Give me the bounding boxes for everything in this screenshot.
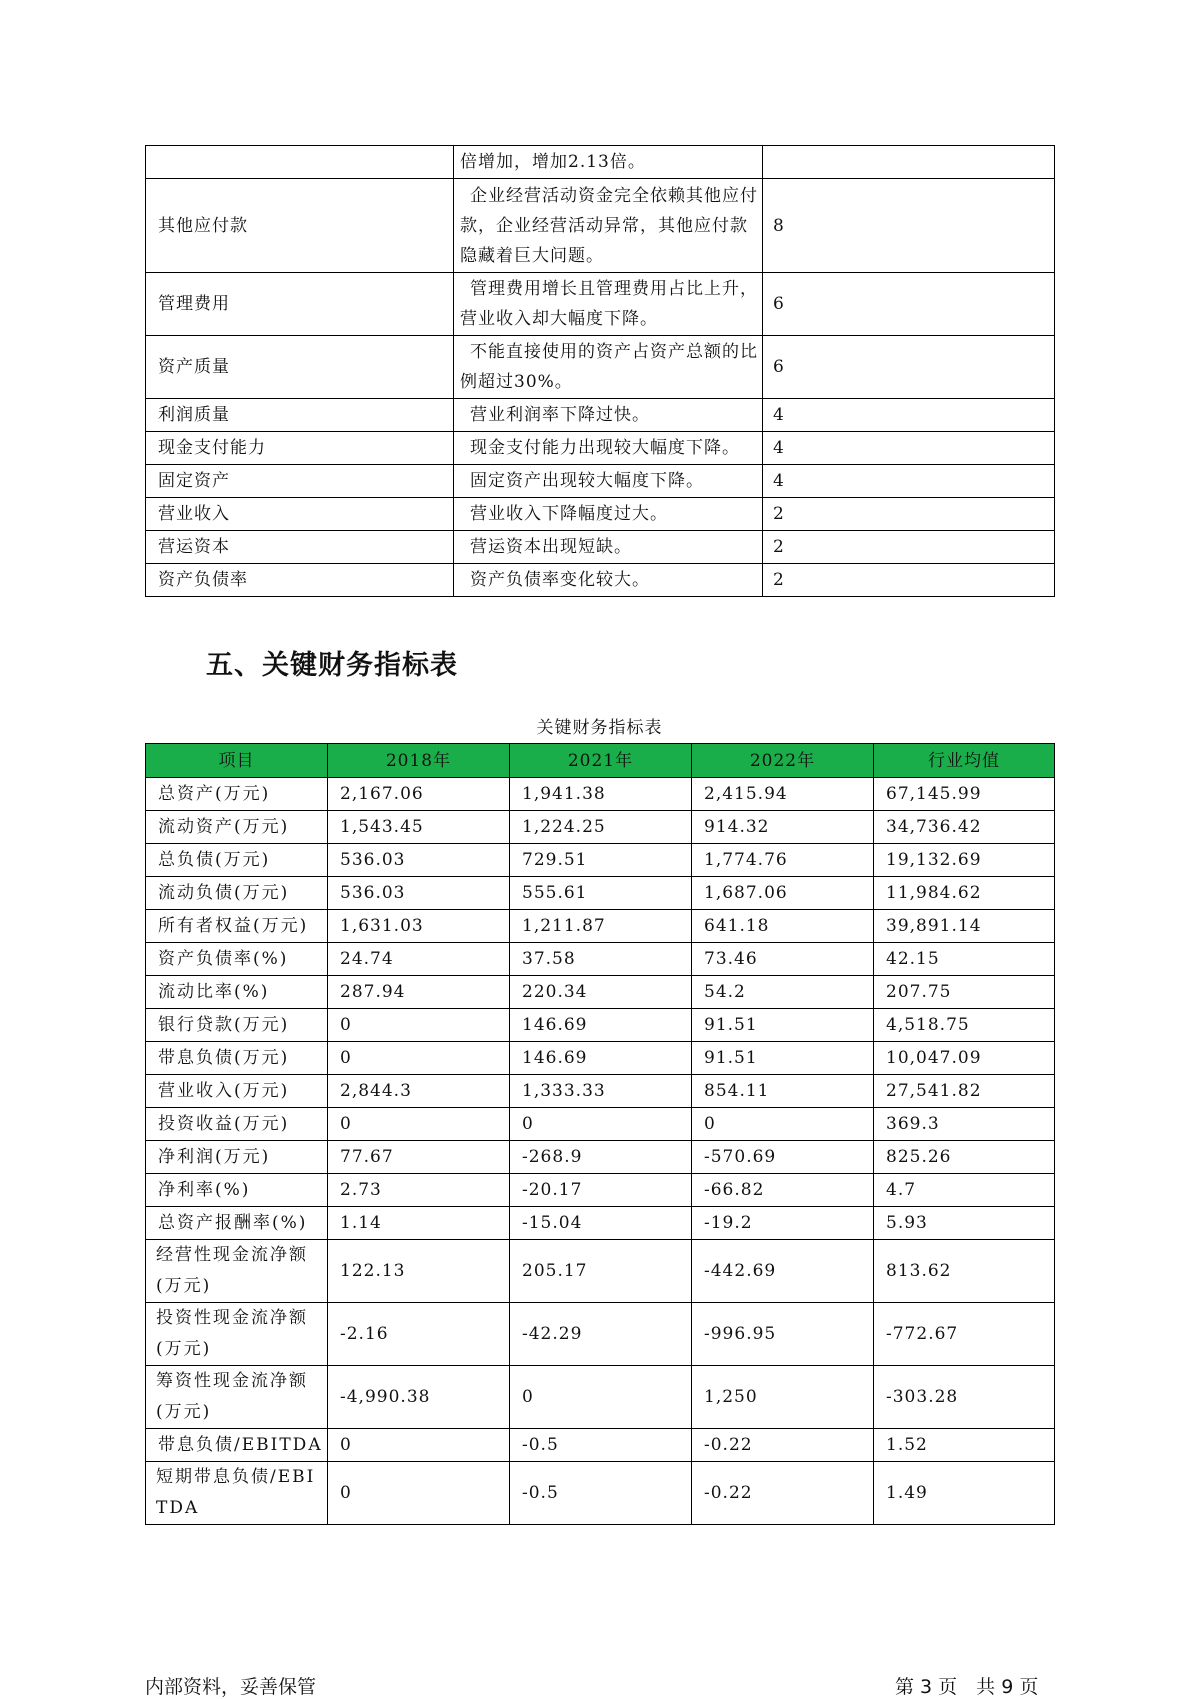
- risk-item-description: 固定资产出现较大幅度下降。: [454, 465, 763, 498]
- table-row: [146, 844, 1055, 877]
- risk-item-name: 资产质量: [146, 336, 454, 399]
- risk-item-score: 2: [763, 564, 1055, 597]
- value-cell: 1.49: [874, 1462, 1055, 1525]
- column-header: 2018年: [328, 744, 510, 778]
- value-cell: 1.14: [328, 1207, 510, 1240]
- table-row: [146, 1009, 1055, 1042]
- value-cell: 555.61: [510, 877, 692, 910]
- table-row: [146, 778, 1055, 811]
- table-row: [146, 1303, 1055, 1366]
- risk-item-score: 2: [763, 498, 1055, 531]
- value-cell: 207.75: [874, 976, 1055, 1009]
- table-row: [146, 1207, 1055, 1240]
- value-cell: -0.22: [692, 1462, 874, 1525]
- table-row: [146, 1240, 1055, 1303]
- value-cell: 854.11: [692, 1075, 874, 1108]
- value-cell: 1.52: [874, 1429, 1055, 1462]
- value-cell: 5.93: [874, 1207, 1055, 1240]
- risk-item-description: 不能直接使用的资产占资产总额的比例超过30%。: [454, 336, 763, 399]
- value-cell: 1,631.03: [328, 910, 510, 943]
- table-row: [146, 943, 1055, 976]
- value-cell: 10,047.09: [874, 1042, 1055, 1075]
- row-label: 总资产报酬率(%): [146, 1207, 328, 1240]
- value-cell: 2,167.06: [328, 778, 510, 811]
- risk-item-score: 6: [763, 273, 1055, 336]
- value-cell: 1,543.45: [328, 811, 510, 844]
- table-row: [146, 811, 1055, 844]
- row-label: 总资产(万元): [146, 778, 328, 811]
- value-cell: -19.2: [692, 1207, 874, 1240]
- value-cell: 914.32: [692, 811, 874, 844]
- risk-item-description: 营业利润率下降过快。: [454, 399, 763, 432]
- value-cell: 2.73: [328, 1174, 510, 1207]
- value-cell: -268.9: [510, 1141, 692, 1174]
- value-cell: 37.58: [510, 943, 692, 976]
- value-cell: 27,541.82: [874, 1075, 1055, 1108]
- risk-item-name: 管理费用: [146, 273, 454, 336]
- row-label: 短期带息负债/EBITDA: [146, 1462, 328, 1525]
- value-cell: 11,984.62: [874, 877, 1055, 910]
- column-header: 行业均值: [874, 744, 1055, 778]
- value-cell: 220.34: [510, 976, 692, 1009]
- row-label: 资产负债率(%): [146, 943, 328, 976]
- risk-item-score: [763, 146, 1055, 179]
- value-cell: 91.51: [692, 1042, 874, 1075]
- value-cell: 146.69: [510, 1042, 692, 1075]
- value-cell: 91.51: [692, 1009, 874, 1042]
- column-header: 2022年: [692, 744, 874, 778]
- risk-item-name: 现金支付能力: [146, 432, 454, 465]
- value-cell: 0: [328, 1429, 510, 1462]
- value-cell: -570.69: [692, 1141, 874, 1174]
- value-cell: 2,415.94: [692, 778, 874, 811]
- value-cell: -303.28: [874, 1366, 1055, 1429]
- table-row: [146, 1429, 1055, 1462]
- table-caption: 关键财务指标表: [536, 718, 663, 738]
- table-row: [146, 877, 1055, 910]
- risk-row: [146, 531, 1055, 564]
- risk-item-description: 企业经营活动资金完全依赖其他应付款，企业经营活动异常，其他应付款隐藏着巨大问题。: [454, 179, 763, 273]
- footer-confidential-note: 内部资料，妥善保管: [145, 1676, 317, 1698]
- row-label: 银行贷款(万元): [146, 1009, 328, 1042]
- value-cell: 77.67: [328, 1141, 510, 1174]
- risk-item-score: 4: [763, 399, 1055, 432]
- row-label: 流动负债(万元): [146, 877, 328, 910]
- value-cell: 536.03: [328, 844, 510, 877]
- value-cell: 287.94: [328, 976, 510, 1009]
- value-cell: -15.04: [510, 1207, 692, 1240]
- value-cell: 0: [328, 1462, 510, 1525]
- row-label: 总负债(万元): [146, 844, 328, 877]
- value-cell: 369.3: [874, 1108, 1055, 1141]
- value-cell: 73.46: [692, 943, 874, 976]
- row-label: 流动比率(%): [146, 976, 328, 1009]
- risk-item-description: 现金支付能力出现较大幅度下降。: [454, 432, 763, 465]
- value-cell: 146.69: [510, 1009, 692, 1042]
- value-cell: 825.26: [874, 1141, 1055, 1174]
- risk-item-name: 营业收入: [146, 498, 454, 531]
- value-cell: 1,687.06: [692, 877, 874, 910]
- value-cell: -772.67: [874, 1303, 1055, 1366]
- risk-item-score: 2: [763, 531, 1055, 564]
- value-cell: 34,736.42: [874, 811, 1055, 844]
- value-cell: 54.2: [692, 976, 874, 1009]
- table-row: [146, 1174, 1055, 1207]
- value-cell: -996.95: [692, 1303, 874, 1366]
- row-label: 流动资产(万元): [146, 811, 328, 844]
- table-row: [146, 1462, 1055, 1525]
- value-cell: 1,941.38: [510, 778, 692, 811]
- row-label: 营业收入(万元): [146, 1075, 328, 1108]
- risk-row: [146, 399, 1055, 432]
- row-label: 投资性现金流净额(万元): [146, 1303, 328, 1366]
- value-cell: 122.13: [328, 1240, 510, 1303]
- table-row: [146, 1141, 1055, 1174]
- risk-item-score: 6: [763, 336, 1055, 399]
- risk-item-description: 营业收入下降幅度过大。: [454, 498, 763, 531]
- section-heading: 五、关键财务指标表: [206, 650, 458, 681]
- value-cell: 19,132.69: [874, 844, 1055, 877]
- value-cell: -0.5: [510, 1462, 692, 1525]
- value-cell: 1,250: [692, 1366, 874, 1429]
- value-cell: 641.18: [692, 910, 874, 943]
- value-cell: 1,774.76: [692, 844, 874, 877]
- risk-item-description: 资产负债率变化较大。: [454, 564, 763, 597]
- key-financial-indicators-table: [145, 743, 1055, 1525]
- value-cell: 1,211.87: [510, 910, 692, 943]
- value-cell: 67,145.99: [874, 778, 1055, 811]
- value-cell: 24.74: [328, 943, 510, 976]
- risk-item-score: 8: [763, 179, 1055, 273]
- table-row: [146, 910, 1055, 943]
- value-cell: 536.03: [328, 877, 510, 910]
- value-cell: 729.51: [510, 844, 692, 877]
- column-header: 2021年: [510, 744, 692, 778]
- risk-row: [146, 336, 1055, 399]
- value-cell: -66.82: [692, 1174, 874, 1207]
- table-header-row: [146, 744, 1055, 778]
- value-cell: 2,844.3: [328, 1075, 510, 1108]
- value-cell: 0: [328, 1108, 510, 1141]
- value-cell: -4,990.38: [328, 1366, 510, 1429]
- value-cell: 0: [510, 1108, 692, 1141]
- risk-item-name: 固定资产: [146, 465, 454, 498]
- table-row: [146, 1366, 1055, 1429]
- value-cell: 39,891.14: [874, 910, 1055, 943]
- row-label: 带息负债/EBITDA: [146, 1429, 328, 1462]
- value-cell: 0: [692, 1108, 874, 1141]
- row-label: 经营性现金流净额(万元): [146, 1240, 328, 1303]
- value-cell: 4.7: [874, 1174, 1055, 1207]
- row-label: 净利率(%): [146, 1174, 328, 1207]
- risk-item-name: 其他应付款: [146, 179, 454, 273]
- risk-item-score: 4: [763, 465, 1055, 498]
- value-cell: 0: [328, 1042, 510, 1075]
- value-cell: -2.16: [328, 1303, 510, 1366]
- value-cell: -442.69: [692, 1240, 874, 1303]
- value-cell: 0: [510, 1366, 692, 1429]
- value-cell: -20.17: [510, 1174, 692, 1207]
- value-cell: 0: [328, 1009, 510, 1042]
- risk-row: [146, 273, 1055, 336]
- risk-item-name: 利润质量: [146, 399, 454, 432]
- risk-row: [146, 432, 1055, 465]
- row-label: 净利润(万元): [146, 1141, 328, 1174]
- risk-item-description: 营运资本出现短缺。: [454, 531, 763, 564]
- risk-item-name: 营运资本: [146, 531, 454, 564]
- risk-factor-table: [145, 145, 1055, 597]
- value-cell: 4,518.75: [874, 1009, 1055, 1042]
- table-row: [146, 1075, 1055, 1108]
- risk-row: [146, 564, 1055, 597]
- value-cell: 1,224.25: [510, 811, 692, 844]
- value-cell: -0.5: [510, 1429, 692, 1462]
- risk-row: [146, 498, 1055, 531]
- value-cell: 813.62: [874, 1240, 1055, 1303]
- risk-item-description: 管理费用增长且管理费用占比上升，营业收入却大幅度下降。: [454, 273, 763, 336]
- risk-row: [146, 179, 1055, 273]
- value-cell: 42.15: [874, 943, 1055, 976]
- risk-row: [146, 146, 1055, 179]
- row-label: 筹资性现金流净额(万元): [146, 1366, 328, 1429]
- row-label: 带息负债(万元): [146, 1042, 328, 1075]
- footer-page-number: 第 3 页 共 9 页: [895, 1676, 1039, 1698]
- table-row: [146, 1042, 1055, 1075]
- risk-row: [146, 465, 1055, 498]
- risk-item-score: 4: [763, 432, 1055, 465]
- value-cell: 205.17: [510, 1240, 692, 1303]
- value-cell: -0.22: [692, 1429, 874, 1462]
- value-cell: -42.29: [510, 1303, 692, 1366]
- risk-item-description: 倍增加，增加2.13倍。: [454, 146, 763, 179]
- risk-item-name: [146, 146, 454, 179]
- table-row: [146, 1108, 1055, 1141]
- row-label: 所有者权益(万元): [146, 910, 328, 943]
- value-cell: 1,333.33: [510, 1075, 692, 1108]
- row-label: 投资收益(万元): [146, 1108, 328, 1141]
- risk-item-name: 资产负债率: [146, 564, 454, 597]
- column-header: 项目: [146, 744, 328, 778]
- table-row: [146, 976, 1055, 1009]
